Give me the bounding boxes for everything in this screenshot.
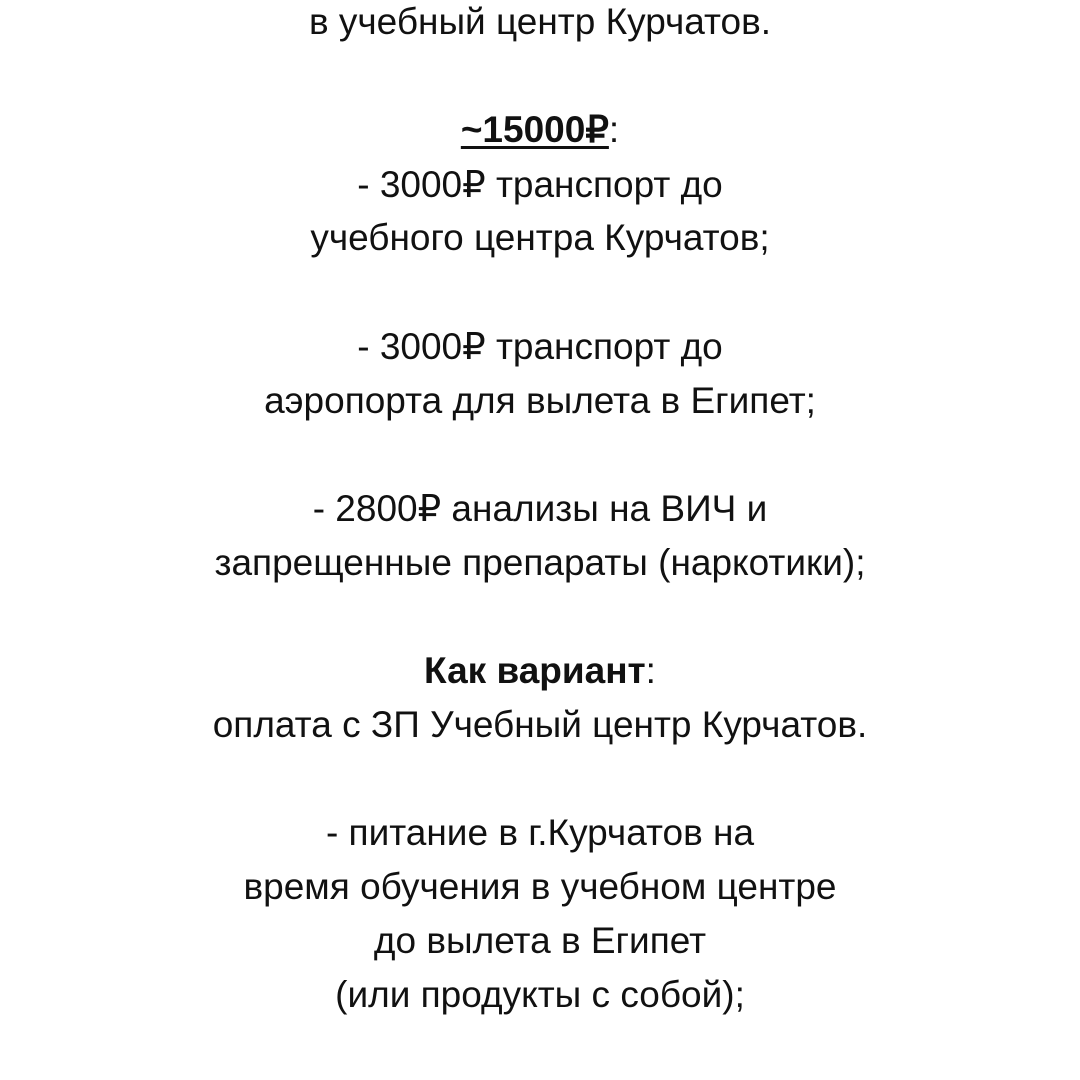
total-colon: : — [608, 109, 620, 150]
item-2-text-1: - 3000₽ транспорт до — [357, 326, 723, 367]
item-2-text-2: аэропорта для вылета в Египет; — [264, 380, 816, 421]
food-line-3 — [0, 919, 1080, 963]
item-3-text-2: запрещенные препараты (наркотики); — [214, 542, 866, 583]
total-amount: ~15000₽ — [460, 109, 609, 150]
food-text-3: до вылета в Египет — [373, 920, 707, 961]
item-1-line-2 — [0, 216, 1080, 260]
food-text-1: - питание в г.Курчатов на — [325, 812, 755, 853]
intro-line — [0, 0, 1080, 44]
food-line-4 — [0, 973, 1080, 1017]
item-1-text-1: - 3000₽ транспорт до — [357, 164, 723, 205]
option-heading — [0, 649, 1080, 693]
item-1-line-1 — [0, 163, 1080, 207]
option-label: Как вариант — [424, 650, 646, 691]
item-3-text-1: - 2800₽ анализы на ВИЧ и — [312, 488, 768, 529]
food-line-2 — [0, 865, 1080, 909]
food-text-2: время обучения в учебном центре — [243, 866, 837, 907]
option-line — [0, 703, 1080, 747]
intro-text: в учебный центр Курчатов. — [308, 1, 772, 42]
item-2-line-1 — [0, 325, 1080, 369]
total-heading — [0, 108, 1080, 152]
item-3-line-2 — [0, 541, 1080, 585]
option-text: оплата с ЗП Учебный центр Курчатов. — [212, 704, 868, 745]
item-2-line-2 — [0, 379, 1080, 423]
food-text-4: (или продукты с собой); — [335, 974, 745, 1015]
item-1-text-2: учебного центра Курчатов; — [310, 217, 770, 258]
option-colon: : — [645, 650, 656, 691]
item-3-line-1 — [0, 487, 1080, 531]
food-line-1 — [0, 811, 1080, 855]
